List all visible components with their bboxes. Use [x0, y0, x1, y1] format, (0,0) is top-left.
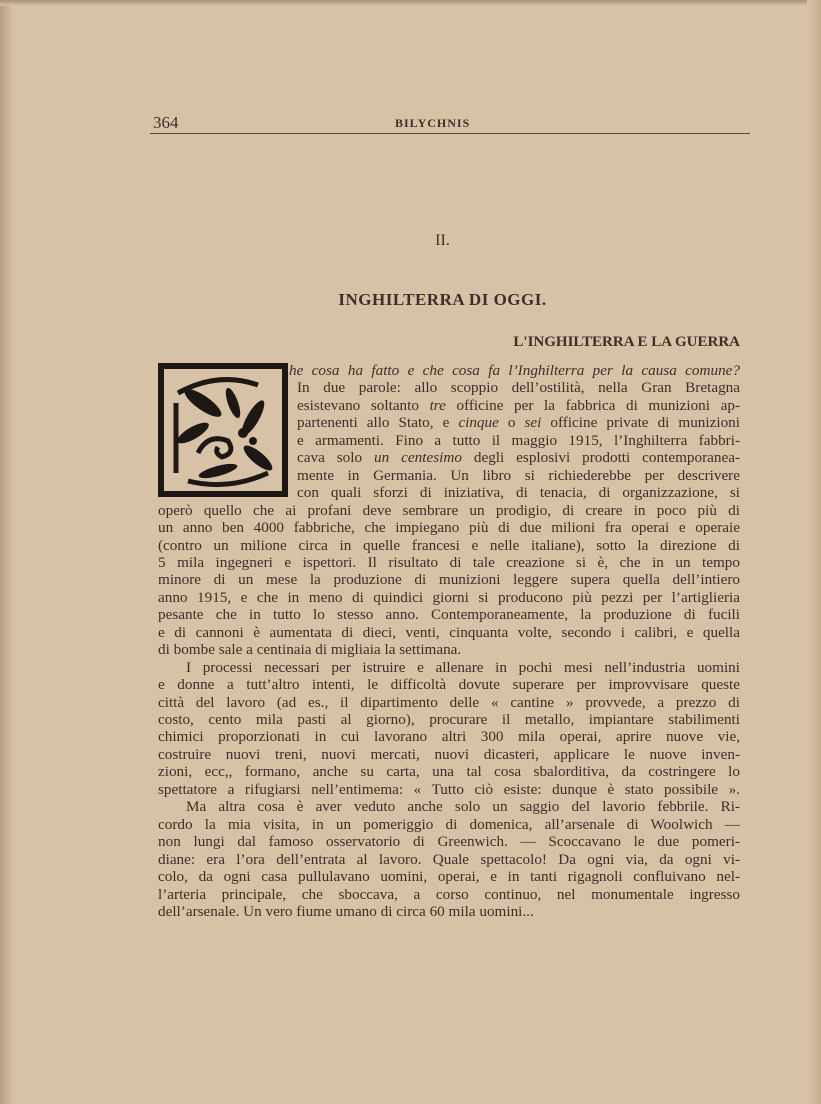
text-segment: non lungi dal famoso osservatorio di Greenwich. — Scoccavano le due pomeri-: [158, 833, 740, 851]
italic-text: un centesimo: [374, 449, 462, 467]
page-number: 364: [153, 113, 179, 132]
text-line: [297, 414, 740, 432]
text-line: [158, 903, 740, 921]
italic-text: tre: [429, 396, 446, 414]
page-right-edge: [807, 0, 821, 1104]
section-number: II.: [435, 232, 450, 249]
text-line: [158, 851, 740, 869]
text-segment: minore di un mese la produzione di munizioni leggere supera quella dell’intiero: [158, 571, 740, 589]
text-segment: 5 mila ingegneri e ispettori. Il risultato di tale creazione si è, che in un tempo: [158, 553, 740, 571]
text-segment: e donne a tutt’altro intenti, le difficoltà dovute superare per improvvisare queste: [158, 676, 740, 694]
text-segment: mente in Germania. Un libro si richiederebbe per descrivere: [297, 466, 740, 484]
text-segment: un anno ben 4000 fabbriche, che impiegano più di due milioni fra operai e operaie: [158, 519, 740, 537]
text-line: [158, 624, 740, 642]
italic-text: he cosa ha fatto e che cosa fa l’Inghilterra per la causa comune?: [289, 362, 740, 379]
text-segment: colo, da ogni casa pullulavano uomini, operai, e in tanti rigagnoli confluivano nel-: [158, 868, 740, 886]
text-line: [158, 868, 740, 886]
text-line: [158, 554, 740, 572]
text-line: [158, 659, 740, 677]
page-left-edge: [0, 0, 12, 1104]
text-line: [158, 589, 740, 607]
text-segment: o: [498, 414, 525, 432]
text-line: [158, 781, 740, 799]
text-line: [158, 571, 740, 589]
decorated-initial-c: [158, 363, 288, 497]
text-segment: officine per la fabbrica di munizioni ap-: [445, 396, 740, 414]
text-segment: e di cannoni è aumentata di dieci, venti, cinquanta volte, secondo i calibri, e quella: [158, 623, 740, 641]
text-segment: dell’arsenale. Un vero fiume umano di circa 60 mila uomini...: [158, 902, 534, 920]
text-segment: cava solo: [297, 449, 375, 467]
text-line: [297, 397, 740, 415]
text-segment: I processi necessari per istruire e allenare in pochi mesi nell’industria uomini: [186, 658, 740, 676]
text-segment: costruire nuovi treni, nuovi mercati, nuovi dicasteri, applicare le nuove inven-: [158, 745, 740, 763]
text-line: [158, 833, 740, 851]
text-line: [297, 432, 740, 450]
text-segment: esistevano soltanto: [297, 396, 430, 414]
text-line: [297, 467, 740, 485]
italic-text: sei: [524, 414, 542, 432]
text-segment: In due parole: allo scoppio dell’ostilità, nella Gran Bretagna: [297, 379, 740, 397]
text-segment: costo, cento mila pasti al giorno), procurare il metallo, impiantare stabilimenti: [158, 711, 740, 728]
text-line: [158, 711, 740, 729]
section-subtitle: L'INGHILTERRA E LA GUERRA: [513, 334, 740, 350]
running-title: BILYCHNIS: [395, 116, 471, 130]
text-line: [158, 886, 740, 904]
text-line: [297, 484, 740, 502]
text-segment: città del lavoro (ad es., il dipartimento delle « cantine » provvede, a prezzo di: [158, 693, 740, 711]
text-line: [158, 763, 740, 781]
text-segment: partenenti allo Stato, e: [297, 414, 459, 432]
header-rule: [150, 133, 750, 134]
text-line: [297, 449, 740, 467]
text-line: [158, 676, 740, 694]
text-segment: pesante che in tutto lo stesso anno. Contemporaneamente, la produzione di fucili: [158, 606, 740, 624]
chapter-title: INGHILTERRA DI OGGI.: [338, 290, 547, 309]
text-segment: (contro un milione circa in quelle francesi e nelle italiane), sotto la direzione di: [158, 536, 740, 554]
text-segment: zioni, ecc,, formano, anche su carta, una tal cosa sbalorditiva, da costringere lo: [158, 763, 740, 781]
text-line: [297, 379, 740, 397]
text-segment: spettatore a rifugiarsi nell’entimema: « Tutto ciò esiste: dunque è stato possibile ».: [158, 780, 740, 798]
italic-text: cinque: [458, 414, 499, 432]
text-line: [158, 502, 740, 520]
text-line: [158, 537, 740, 555]
text-line: [158, 694, 740, 712]
text-line: [158, 641, 740, 659]
text-line: [158, 606, 740, 624]
page-top-edge: [0, 0, 821, 6]
text-segment: Ma altra cosa è aver veduto anche solo un saggio del lavorio febbrile. Ri-: [186, 798, 740, 816]
text-line: [158, 816, 740, 834]
text-segment: chimici proporzionati in cui lavorano altri 300 mila operai, aprire nuove vie,: [158, 728, 740, 746]
text-segment: l’arteria principale, che sboccava, a corso continuo, nel monumentale ingresso: [158, 885, 740, 903]
text-line: [158, 798, 740, 816]
text-segment: degli esplosivi prodotti contemporanea-: [461, 449, 740, 467]
text-segment: diane: era l’ora dell’entrata al lavoro. Quale spettacolo! Da ogni via, da ogni vi-: [158, 850, 740, 868]
text-line: [158, 519, 740, 537]
text-line: [289, 362, 740, 380]
text-line: [158, 746, 740, 764]
text-segment: di bombe sale a centinaia di migliaia la settimana.: [158, 641, 462, 659]
text-segment: anno 1915, e che in meno di quindici giorni si producono più pezzi per l’artiglieria: [158, 588, 740, 606]
text-segment: officine private di munizioni: [541, 414, 740, 432]
text-line: [158, 728, 740, 746]
text-segment: con quali sforzi di iniziativa, di tenacia, di organizzazione, si: [297, 484, 740, 502]
text-segment: operò quello che ai profani deve sembrare un prodigio, di creare in poco più di: [158, 501, 740, 519]
text-segment: e armamenti. Fino a tutto il maggio 1915, l’Inghilterra fabbri-: [297, 431, 740, 449]
text-segment: cordo la mia visita, in un pomeriggio di domenica, all’arsenale di Woolwich —: [158, 815, 740, 833]
